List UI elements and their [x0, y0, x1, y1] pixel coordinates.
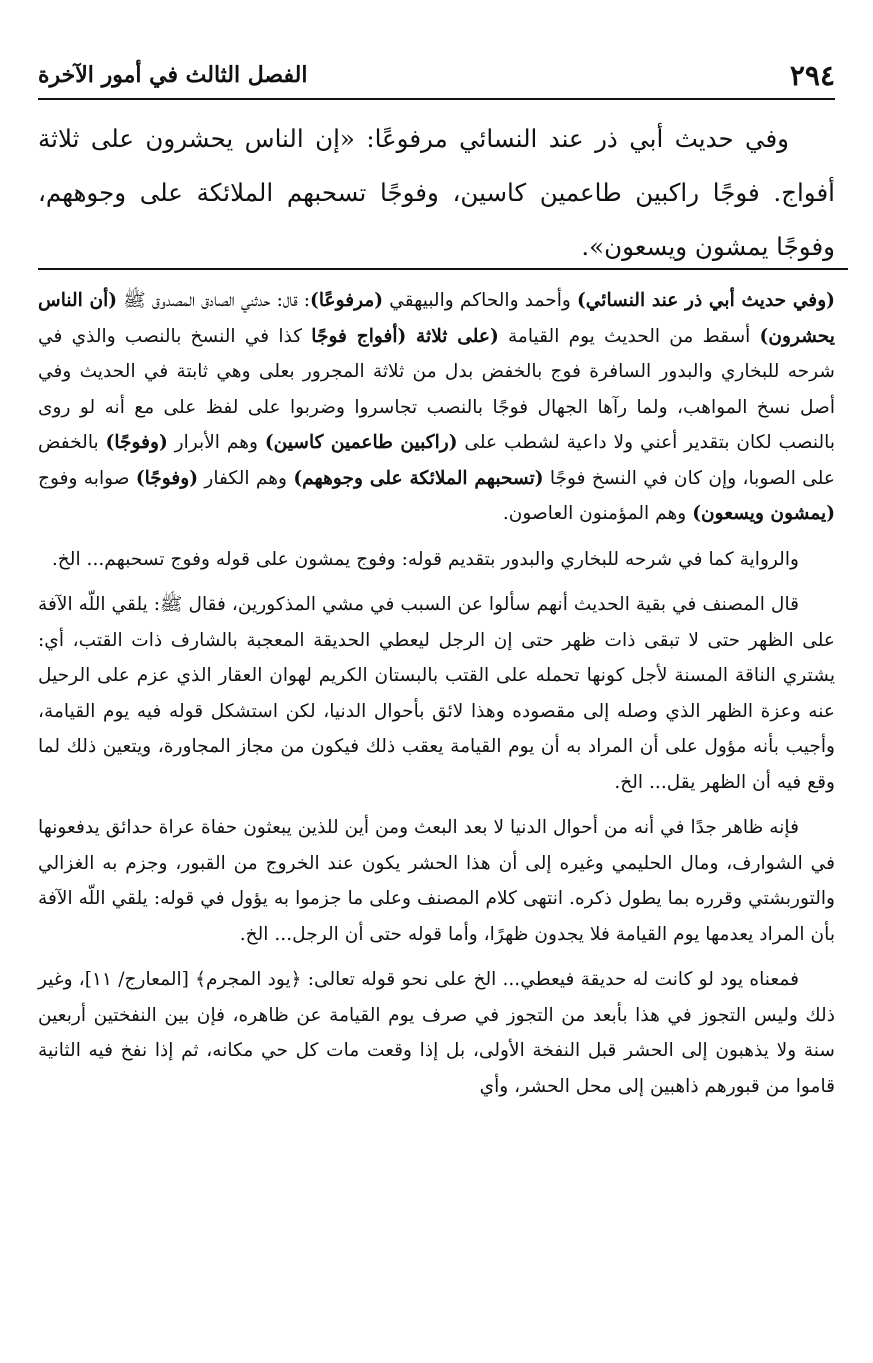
footnote-paragraph-5: فمعناه يود لو كانت له حديقة فيعطي... الخ على نحو قوله تعالى: ﴿يود المجرم﴾ [المعارج/ ١١]، وغير ذلك وليس التجوز في هذا بأبعد من التجوز في صرف يوم القيامة عن ظاهره، فإن بين النفختين أربعين سنة ولا يذهبون إلى الحشر قبل النفخة الأولى، بل إذا وقعت مات كل حي مكانه، ثم إذا نفخ فيه الثانية قاموا من قبورهم ذاهبين إلى محل الحشر، وأي: [38, 969, 835, 1097]
footnotes-block: [38, 283, 835, 1114]
commentary-segment: وأحمد والحاكم والبيهقي: [383, 290, 577, 311]
footnote-paragraph-2: والرواية كما في شرحه للبخاري والبدور بتقديم قوله: وفوج يمشون على قوله وفوج تسحبهم... الخ.: [51, 548, 799, 570]
quote-segment: (على ثلاثة (أفواج فوجًا: [311, 325, 499, 347]
commentary-segment: وهم الكفار: [198, 467, 294, 489]
footnote-paragraph-4: فإنه ظاهر جدًا في أنه من أحوال الدنيا لا بعد البعث ومن أين للذين يبعثون حفاة عراة حدائق يدفعونها في الشوارف، ومال الحليمي وغيره إلى أن هذا الحشر يكون عند الخروج من القبور، وجزم به الغزالي والتوربشتي وقرره بما يطول ذكره. انتهى كلام المصنف وعلى ما جزموا به يؤول في قوله: يلقي اللّه الآفة بأن المراد يعدمها يوم القيامة فلا يجدون ظهرًا، وأما قوله حتى أن الرجل... الخ.: [38, 817, 835, 945]
quote-segment: (راكبين طاعمين كاسين): [264, 432, 458, 453]
commentary-segment: أسقط من الحديث يوم القيامة: [498, 325, 760, 347]
commentary-segment: كذا في النسخ بالنصب والذي في شرحه للبخاري والبدور السافرة فوج بالخفض بدل من ثلاثة المجرور بعلى وهي ثابتة في الحديث وفي أصل نسخ المواهب، ولما رآها الجهال فوجًا بالنصب تجاسروا وضربوا على لفظ على مع أنه لو روى بالنصب لكان بتقدير أعني ولا داعية لشطب على: [38, 325, 835, 453]
footnote-paragraph-1: [38, 283, 835, 532]
quote-segment: (وفوجًا): [135, 467, 199, 489]
quote-segment: (وفي حديث أبي ذر عند النسائي): [576, 290, 835, 311]
quote-segment: (مرفوعًا): [310, 290, 384, 311]
main-paragraph: وفي حديث أبي ذر عند النسائي مرفوعًا: «إن الناس يحشرون على ثلاثة أفواج. فوجًا راكبين طاعمين كاسين، وفوجًا تسحبهم الملائكة على وجوههم، وفوجًا يمشون ويسعون».: [38, 124, 835, 261]
quote-segment: (أن الناس يحشرون): [38, 290, 835, 347]
commentary-segment: وهم الأبرار: [167, 432, 265, 453]
quote-segment: (وفوجًا): [105, 432, 168, 453]
commentary-segment: : قال: حدثني الصادق المصدوق ﷺ: [117, 290, 311, 311]
footnote-divider: [38, 268, 848, 270]
page-number: ٢٩٤: [789, 58, 835, 92]
commentary-segment: وهم المؤمنون العاصون.: [502, 503, 693, 524]
quote-segment: (يمشون ويسعون): [692, 503, 835, 524]
page-header: [38, 52, 835, 100]
footnote-paragraph-3: قال المصنف في بقية الحديث أنهم سألوا عن السبب في مشي المذكورين، فقال ﷺ: يلقي اللّه الآفة على الظهر حتى لا تبقى ذات ظهر حتى إن الرجل ليعطي الحديقة المعجبة بالشارف ذات القتب، أي: يشتري الناقة المسنة لأجل كونها تحمله على القتب بالبستان الكريم لهوان العقار الذي عزم على الرحيل عنه وعزة الظهر الذي وصله إلى مقصوده وهذا لائق بأحوال الدنيا، لكن استشكل قوله فيه يوم القيامة، وأجيب بأنه مؤول على أن المراد به أن يوم القيامة يعقب ذلك فيكون من مجاز المجاورة، ويتعين ذلك لما وقع فيه أن الظهر يقل... الخ.: [38, 594, 835, 793]
quote-segment: (تسحبهم الملائكة على وجوههم): [293, 467, 544, 489]
commentary-segment: صوابه وفوج: [38, 467, 136, 489]
commentary-segment: بالخفض على الصوبا، وإن كان في النسخ فوجًا: [38, 432, 835, 489]
running-title: الفصل الثالث في أمور الآخرة: [38, 62, 308, 88]
main-text-block: [38, 112, 835, 274]
